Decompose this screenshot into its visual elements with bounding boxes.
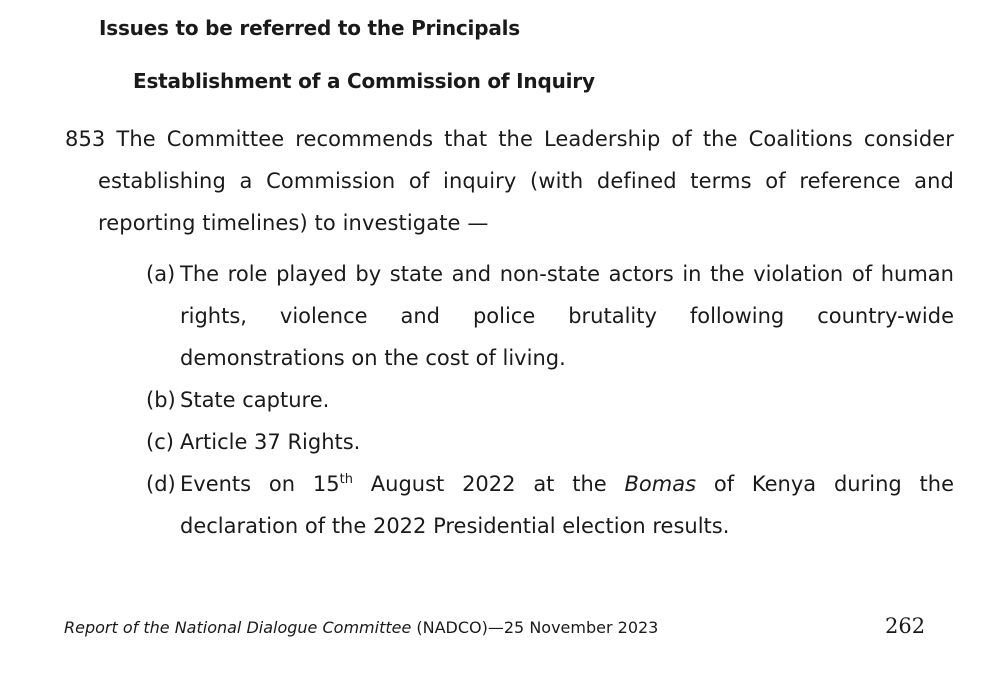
list-item [146,253,954,379]
italic-place-name: Bomas [624,472,697,496]
list-item [146,379,954,421]
page-number: 262 [885,614,926,638]
list-item-text: State capture. [180,388,330,412]
report-date: (NADCO)—25 November 2023 [411,618,659,637]
list-item-marker: (b) [146,388,176,412]
list-item-text: The role played by state and non-state actors in the violation of human rights, violence and police brutality following country-wide demonstrations on the cost of living. [180,262,954,370]
footer-report-title [64,618,658,637]
list-item-marker: (a) [146,262,176,286]
report-name: Report of the National Dialogue Committee [64,618,412,637]
list-item-marker: (c) [146,430,174,454]
inquiry-items-list [146,253,954,547]
list-item [146,463,954,547]
paragraph-853 [65,118,954,244]
item-text-part: August 2022 at the [352,472,625,496]
list-item-text: Article 37 Rights. [180,430,361,454]
item-text-part: of Kenya during the declaration of the 2022 Presidential election results. [180,472,954,538]
list-item-text [180,463,954,547]
subsection-heading: Establishment of a Commission of Inquiry [133,69,595,93]
item-text-part: Events on 15 [180,472,340,496]
list-item-marker: (d) [146,472,176,496]
ordinal-superscript: th [339,472,353,487]
section-heading: Issues to be referred to the Principals [99,16,520,40]
list-item [146,421,954,463]
paragraph-number: 853 [65,127,106,151]
paragraph-text: The Committee recommends that the Leadership of the Coalitions consider establishing a Commission of inquiry (with defined terms of reference and reporting timelines) to investigate — [98,127,954,235]
